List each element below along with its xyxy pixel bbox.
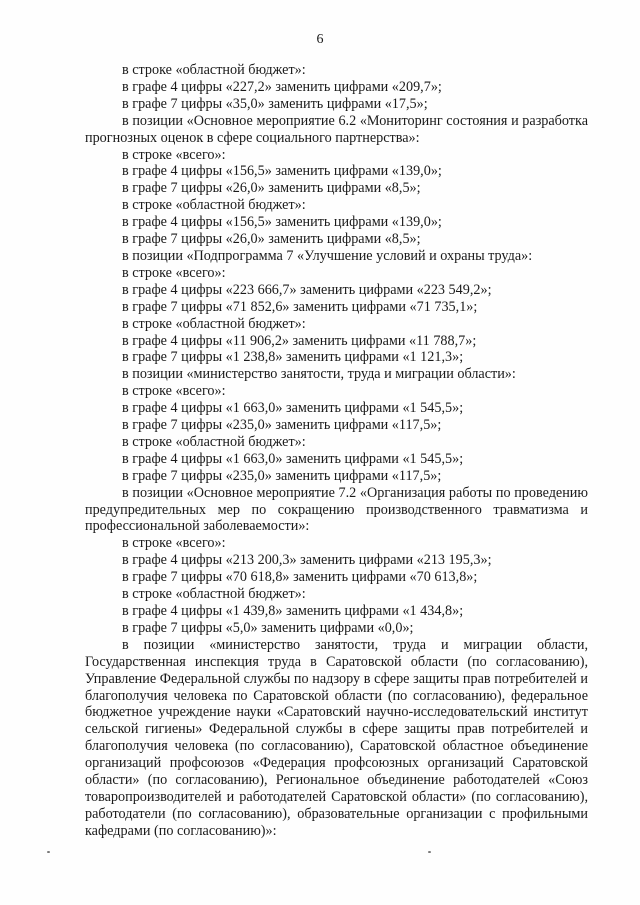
amendment-line: в графе 4 цифры «227,2» заменить цифрами «209,7»;: [122, 78, 442, 95]
amendment-line: в графе 7 цифры «235,0» заменить цифрами «117,5»;: [122, 467, 442, 484]
amendment-line: в графе 7 цифры «5,0» заменить цифрами «0,0»;: [122, 619, 414, 636]
amendment-line: в графе 4 цифры «156,5» заменить цифрами «139,0»;: [122, 163, 442, 180]
amendment-line: в строке «всего»:: [122, 535, 226, 552]
amendment-line: в графе 4 цифры «1 663,0» заменить цифрами «1 545,5»;: [122, 400, 464, 417]
amendment-line: в строке «всего»:: [122, 146, 226, 163]
amendment-paragraph: [85, 485, 588, 536]
amendment-line: в графе 7 цифры «26,0» заменить цифрами «8,5»;: [122, 180, 421, 197]
document-body: [85, 62, 588, 840]
amendment-line: в строке «областной бюджет»:: [122, 62, 306, 78]
paragraph-text: в позиции «министерство занятости, труда и миграции области, Государственная инспекция труда в Саратовской области (по согласованию), Управление Федеральной службы по надзору в сфере защиты прав потребителей и благополучия человека по Саратовской области (по согласованию), федеральное бюджетное учреждение науки «Саратовский научно-исследовательский институт сельской гигиены» Федеральной службы в сфере защиты прав потребителей и благополучия человека (по согласованию), Саратовской областное объединение организаций профсоюзов «Федерация профсоюзных организаций Саратовской области» (по согласованию), Региональное объединение работодателей «Союз товаропроизводителей и работодателей Саратовской области» (по согласованию), работодатели (по согласованию), образовательные организации с профильными кафедрами (по согласованию)»:: [85, 636, 588, 839]
amendment-line: в графе 4 цифры «156,5» заменить цифрами «139,0»;: [122, 214, 442, 231]
amendment-line: в строке «всего»:: [122, 383, 226, 400]
amendment-line: в позиции «Подпрограмма 7 «Улучшение условий и охраны труда»:: [122, 247, 533, 264]
amendment-line: в графе 7 цифры «26,0» заменить цифрами «8,5»;: [122, 231, 421, 248]
amendment-line: в графе 4 цифры «213 200,3» заменить цифрами «213 195,3»;: [122, 552, 492, 569]
amendment-line: в графе 7 цифры «71 852,6» заменить цифрами «71 735,1»;: [122, 298, 478, 315]
paragraph-text: в позиции «Основное мероприятие 7.2 «Организация работы по проведению предупредительных мер по сокращению производственного травматизма и профессиональной заболеваемости»:: [85, 484, 588, 535]
amendment-line: в строке «всего»:: [122, 264, 226, 281]
scan-speck: [47, 851, 50, 853]
paragraph-text: в позиции «Основное мероприятие 6.2 «Мониторинг состояния и разработка прогнозных оценок в сфере социального партнерства»:: [85, 112, 588, 146]
amendment-line: в позиции «министерство занятости, труда и миграции области»:: [122, 366, 516, 383]
amendment-line: в графе 7 цифры «235,0» заменить цифрами «117,5»;: [122, 417, 442, 434]
amendment-line: в строке «областной бюджет»:: [122, 586, 306, 603]
amendment-line: в графе 4 цифры «223 666,7» заменить цифрами «223 549,2»;: [122, 281, 492, 298]
amendment-line: в графе 7 цифры «70 618,8» заменить цифрами «70 613,8»;: [122, 569, 478, 586]
amendment-line: в графе 7 цифры «35,0» заменить цифрами «17,5»;: [122, 95, 428, 112]
amendment-line: в графе 4 цифры «1 663,0» заменить цифрами «1 545,5»;: [122, 450, 464, 467]
amendment-line: в строке «областной бюджет»:: [122, 197, 306, 214]
amendment-line: в строке «областной бюджет»:: [122, 433, 306, 450]
amendment-line: в графе 4 цифры «11 906,2» заменить цифрами «11 788,7»;: [122, 332, 477, 349]
amendment-paragraph: [85, 113, 588, 147]
page-number: 6: [316, 32, 324, 47]
amendment-line: в строке «областной бюджет»:: [122, 315, 306, 332]
scan-speck: [428, 851, 431, 853]
amendment-paragraph: [85, 637, 588, 840]
amendment-line: в графе 4 цифры «1 439,8» заменить цифрами «1 434,8»;: [122, 603, 464, 619]
amendment-line: в графе 7 цифры «1 238,8» заменить цифрами «1 121,3»;: [122, 349, 464, 366]
